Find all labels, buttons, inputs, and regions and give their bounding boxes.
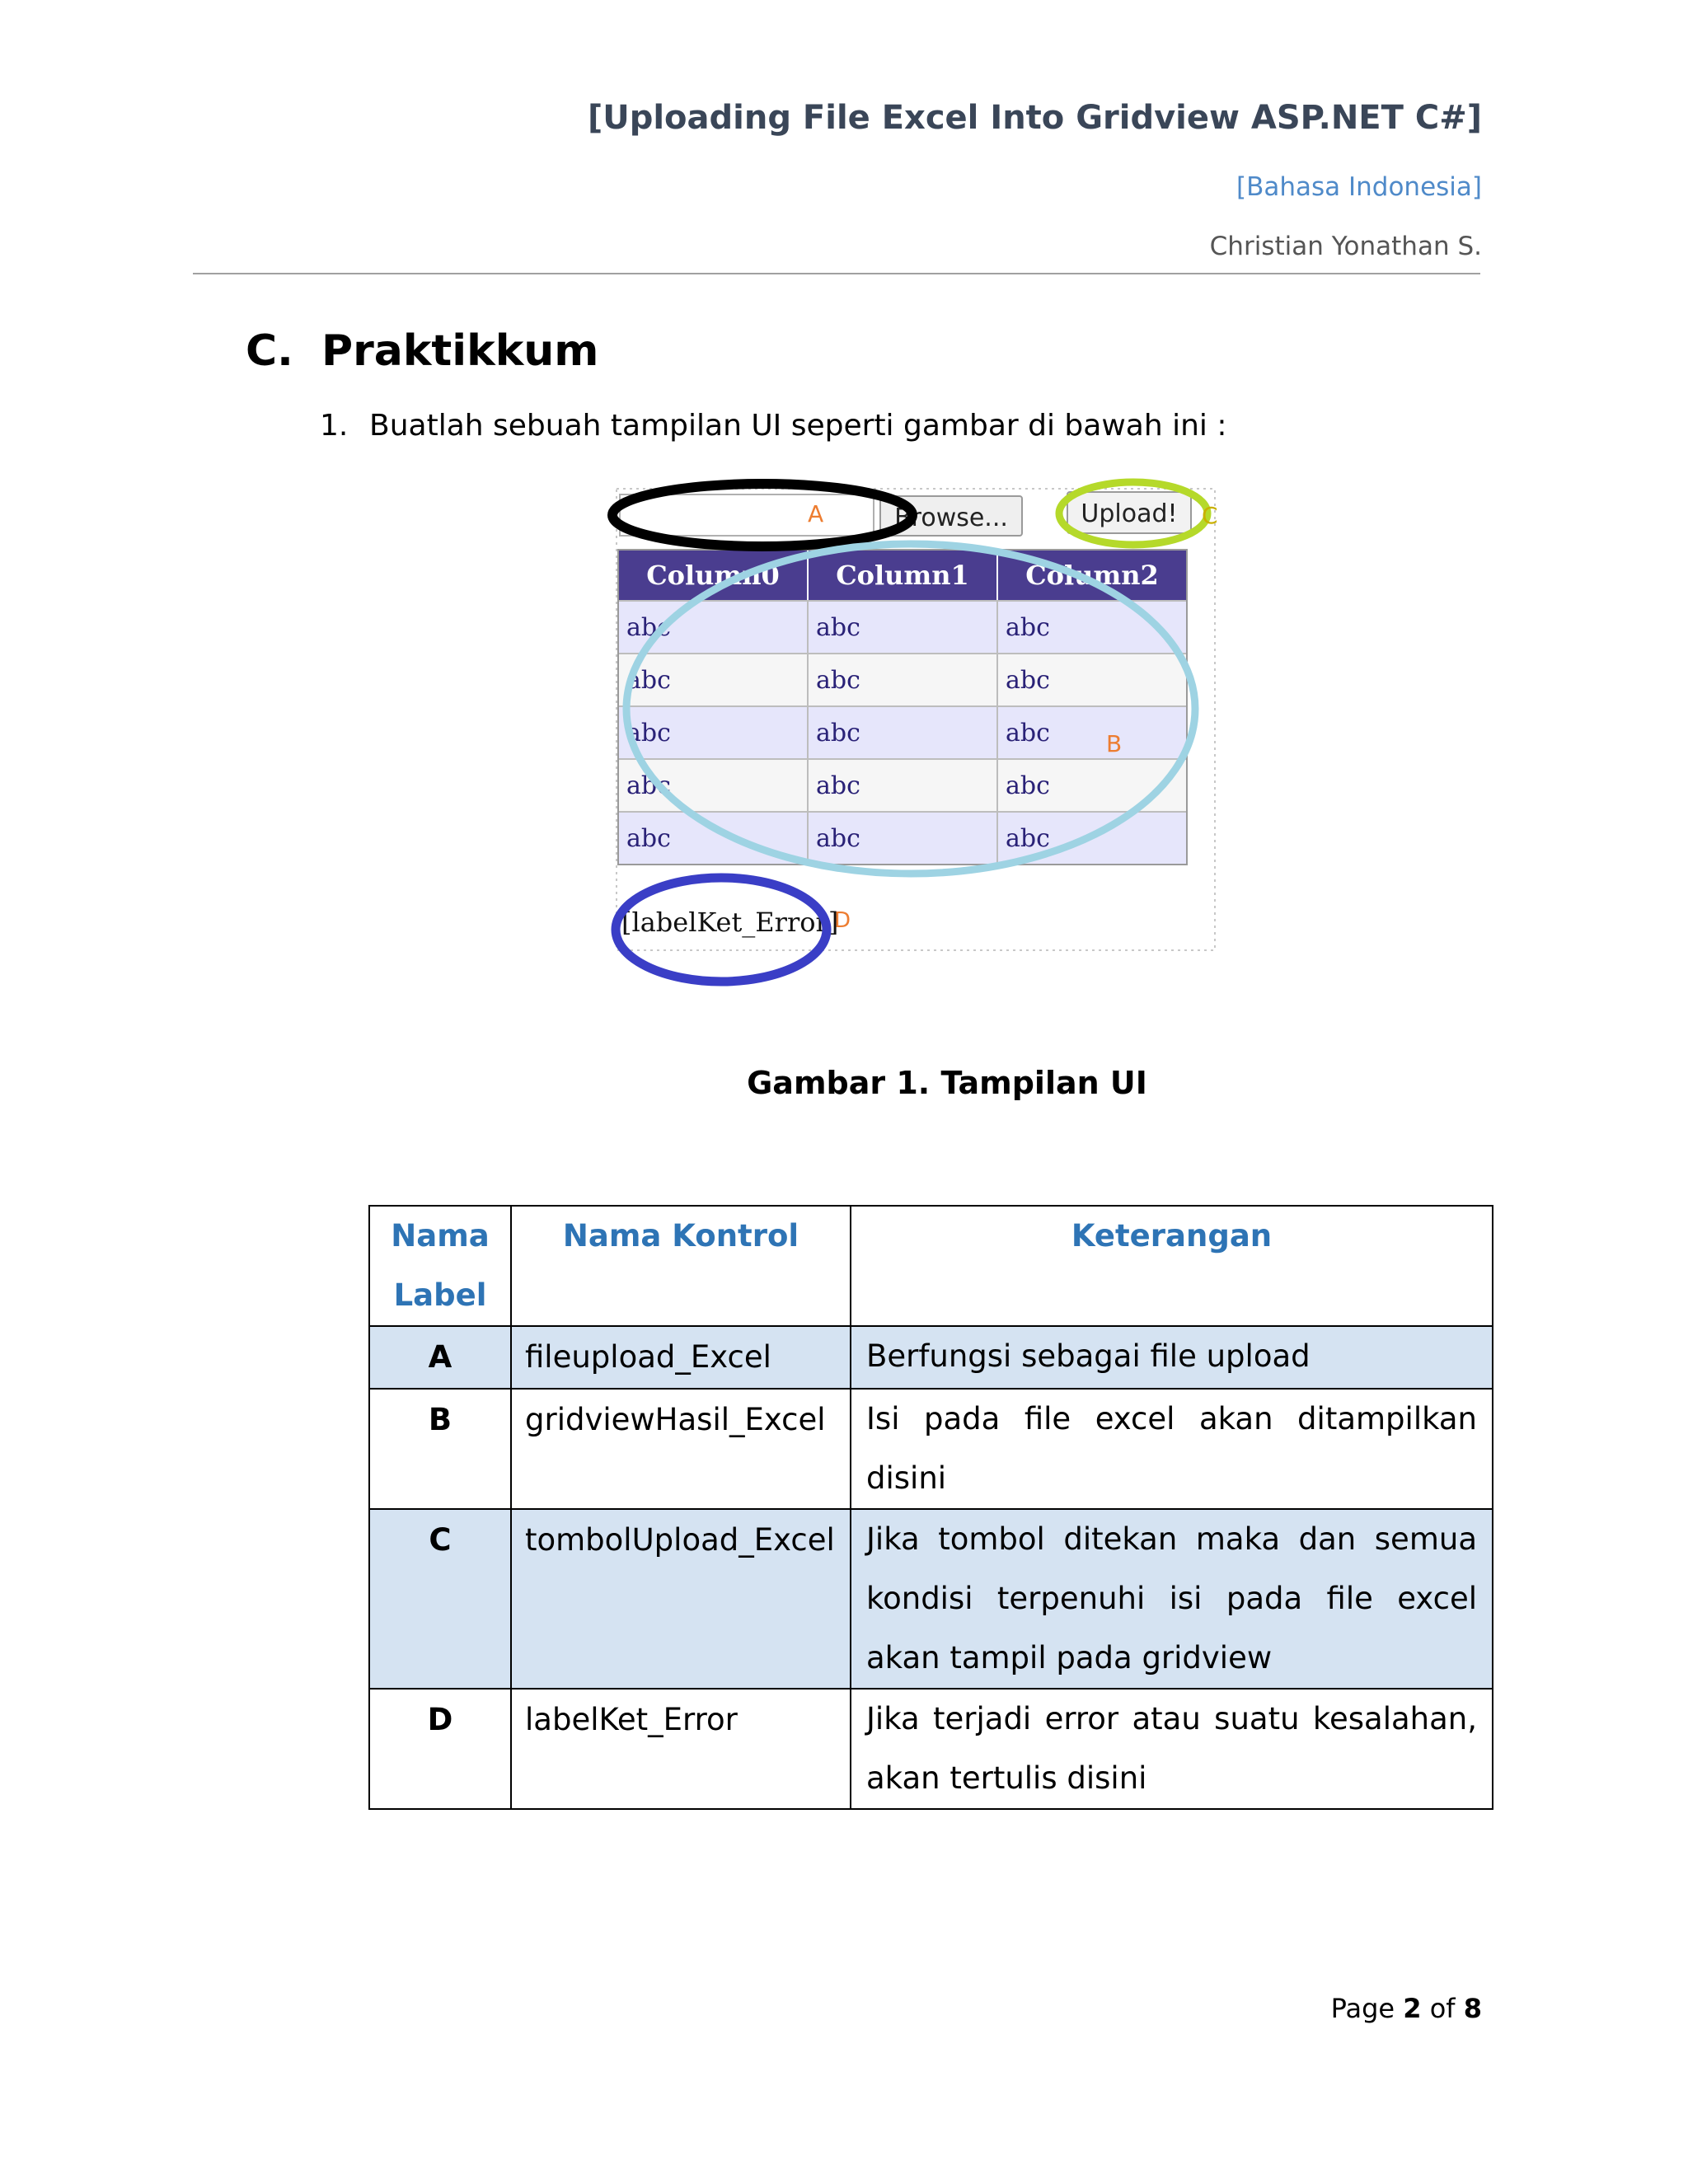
row-control: gridviewHasil_Excel	[511, 1389, 851, 1509]
grid-cell-text: abc	[626, 824, 671, 853]
browse-button-label: Browse...	[894, 504, 1008, 532]
row-label: D	[369, 1689, 511, 1809]
control-description-table	[368, 1205, 1493, 1810]
table-header-row	[369, 1206, 1493, 1326]
grid-cell-text: abc	[626, 719, 671, 748]
section-title: Praktikkum	[321, 326, 599, 376]
marker-b: B	[1106, 730, 1123, 757]
marker-d: D	[834, 908, 851, 933]
grid-cell-text: abc	[816, 613, 860, 642]
row-description: Jika terjadi error atau suatu kesalahan, akan tertulis disini	[851, 1689, 1493, 1809]
row-control: tombolUpload_Excel	[511, 1509, 851, 1689]
table-row	[369, 1389, 1493, 1509]
row-description: Berfungsi sebagai file upload	[851, 1326, 1493, 1389]
row-label: B	[369, 1389, 511, 1509]
header-label: Nama Label	[369, 1206, 511, 1326]
grid-header-label: Column0	[646, 560, 780, 591]
grid-cell-text: abc	[626, 613, 671, 642]
header-description: Keterangan	[851, 1206, 1493, 1326]
footer-current-page: 2	[1403, 1993, 1422, 2024]
ui-mockup-svg	[602, 474, 1236, 1001]
table-row	[369, 1509, 1493, 1689]
step-number: 1.	[320, 409, 349, 443]
grid-cell-text: abc	[816, 824, 860, 853]
header-title: [Uploading File Excel Into Gridview ASP.NET C#]	[587, 99, 1482, 137]
grid-cell-text: abc	[816, 719, 860, 748]
error-label: [labelKet_Error]	[621, 907, 839, 938]
file-input-box	[620, 494, 874, 536]
footer-prefix: Page	[1330, 1993, 1395, 2024]
grid-cell-text: abc	[626, 666, 671, 695]
page-footer	[1331, 1993, 1482, 2024]
row-label: C	[369, 1509, 511, 1689]
row-description: Jika tombol ditekan maka dan semua kondisi terpenuhi isi pada file excel akan tampil pada gridview	[851, 1509, 1493, 1689]
row-label: A	[369, 1326, 511, 1389]
header-language: [Bahasa Indonesia]	[1236, 172, 1482, 202]
row-control: labelKet_Error	[511, 1689, 851, 1809]
grid-cell-text: abc	[1006, 824, 1050, 853]
grid-cell-text: abc	[816, 771, 860, 800]
header-author: Christian Yonathan S.	[1209, 232, 1482, 261]
grid-cell-text: abc	[626, 771, 671, 800]
grid-cell-text: abc	[1006, 666, 1050, 695]
grid-cell-text: abc	[816, 666, 860, 695]
grid-header-label: Column2	[1025, 560, 1159, 591]
table-row	[369, 1326, 1493, 1389]
section-letter: C.	[246, 326, 293, 376]
header-divider	[193, 273, 1480, 274]
marker-a: A	[808, 500, 824, 527]
row-description: Isi pada file excel akan ditampilkan disini	[851, 1389, 1493, 1509]
figure-caption: Gambar 1. Tampilan UI	[747, 1065, 1147, 1101]
grid-cell-text: abc	[1006, 613, 1050, 642]
header-control: Nama Kontrol	[511, 1206, 851, 1326]
marker-c: C	[1202, 502, 1218, 529]
upload-button-label: Upload!	[1081, 499, 1178, 528]
ui-mockup-figure	[602, 474, 1236, 1001]
step-text: Buatlah sebuah tampilan UI seperti gambar di bawah ini :	[369, 409, 1227, 443]
row-control: fileupload_Excel	[511, 1326, 851, 1389]
footer-total-pages: 8	[1463, 1993, 1482, 2024]
grid-cell-text: abc	[1006, 719, 1050, 748]
footer-of: of	[1429, 1993, 1456, 2024]
table-row	[369, 1689, 1493, 1809]
grid-cell-text: abc	[1006, 771, 1050, 800]
grid-header-label: Column1	[836, 560, 969, 591]
